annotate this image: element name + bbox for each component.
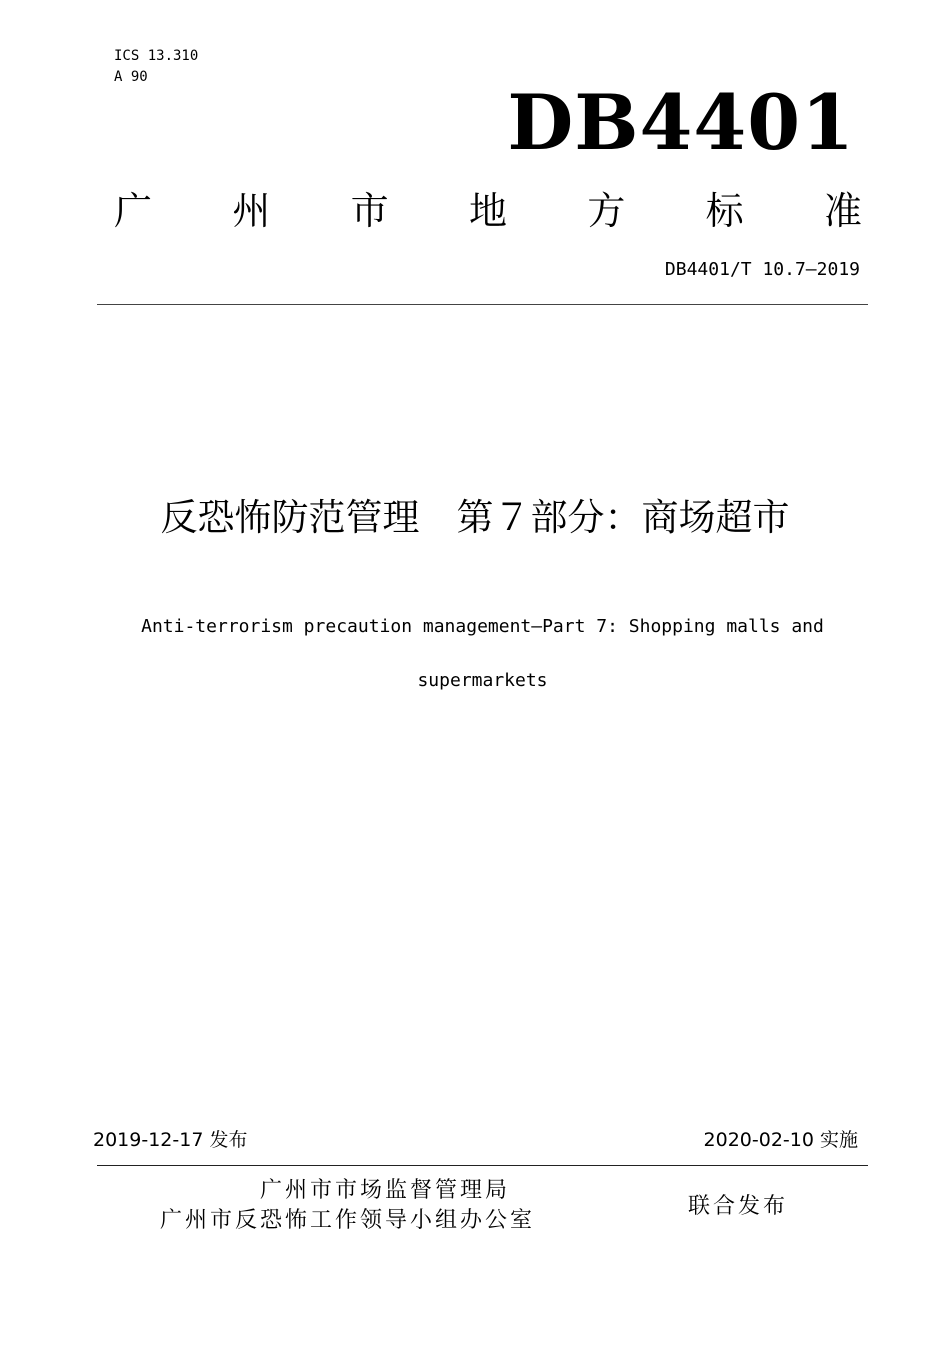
title-english-line2: supermarkets bbox=[417, 670, 548, 691]
standard-type bbox=[114, 186, 862, 236]
standard-type-char: 广 bbox=[114, 189, 153, 233]
header-divider bbox=[97, 304, 868, 305]
title-chinese: 反恐怖防范管理 第７部分：商场超市 bbox=[160, 496, 790, 539]
implementation-date: 2020-02-10 实施 bbox=[703, 1129, 858, 1151]
standard-type-char: 市 bbox=[350, 189, 389, 233]
standard-type-char: 方 bbox=[587, 189, 626, 233]
ccs-code: A 90 bbox=[114, 69, 148, 85]
release-date: 2019-12-17 发布 bbox=[93, 1129, 248, 1151]
classification-codes bbox=[114, 46, 198, 88]
standard-type-char: 准 bbox=[823, 189, 862, 233]
ics-code: ICS 13.310 bbox=[114, 48, 199, 64]
issuer-1: 广州市市场监督管理局 bbox=[259, 1178, 510, 1203]
footer-divider bbox=[97, 1165, 868, 1166]
standard-type-char: 州 bbox=[232, 189, 271, 233]
issuer-2: 广州市反恐怖工作领导小组办公室 bbox=[160, 1208, 536, 1233]
standard-number: DB4401/T 10.7—2019 bbox=[664, 259, 860, 280]
joint-release-label: 联合发布 bbox=[688, 1194, 789, 1219]
title-english-line1: Anti-terrorism precaution management—Part 7: Shopping malls and bbox=[141, 616, 824, 637]
standard-type-char: 标 bbox=[705, 189, 744, 233]
standard-type-char: 地 bbox=[468, 189, 507, 233]
standard-code: DB4401 bbox=[507, 78, 855, 167]
